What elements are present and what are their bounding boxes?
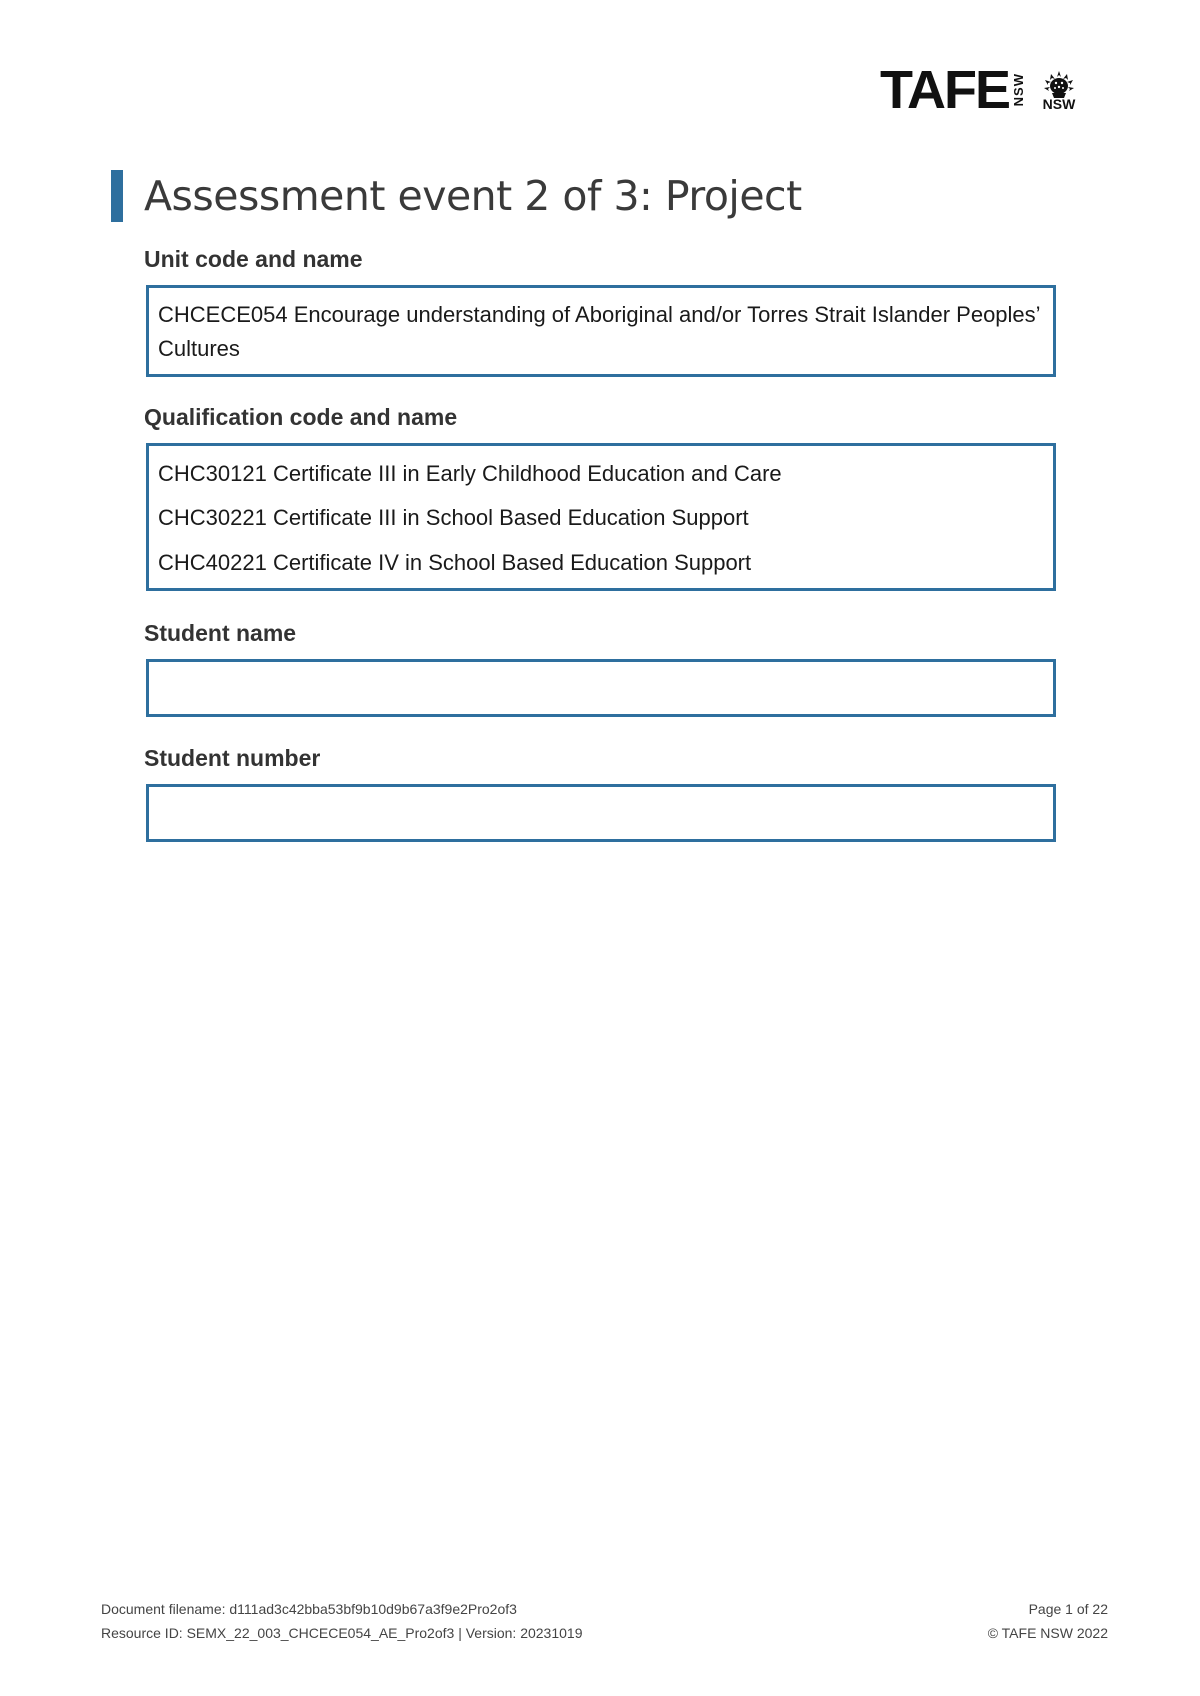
footer-copyright: © TAFE NSW 2022 [987,1625,1108,1641]
student-number-label: Student number [144,745,321,771]
waratah-icon [1040,69,1078,99]
logo-nsw-vertical-text: NSW [1010,73,1026,107]
title-accent-bar [111,170,123,222]
qualification-label: Qualification code and name [144,404,458,430]
footer-page-number: Page 1 of 22 [1028,1601,1108,1617]
student-number-field[interactable] [146,784,1056,842]
footer-resource-id: Resource ID: SEMX_22_003_CHCECE054_AE_Pro2of3 | Version: 20231019 [101,1625,583,1641]
footer-filename: Document filename: d111ad3c42bba53bf9b10d9b67a3f9e2Pro2of3 [101,1601,517,1617]
unit-value-line1: CHCECE054 Encourage understanding of Aboriginal and/or Torres Strait Islander Peoples’ [158,302,1041,327]
unit-value-line2: Cultures [158,336,240,361]
qualification-line: CHC30221 Certificate III in School Based Education Support [158,505,749,530]
qualification-line: CHC30121 Certificate III in Early Childhood Education and Care [158,461,782,486]
unit-label: Unit code and name [144,246,363,272]
student-name-label: Student name [144,620,297,646]
nsw-government-logo [1040,69,1078,111]
student-name-field[interactable] [146,659,1056,717]
qualification-line: CHC40221 Certificate IV in School Based Education Support [158,550,752,575]
tafe-nsw-logo [880,60,1078,120]
logo-nsw-government-text: NSW [1042,96,1076,112]
page-title: Assessment event 2 of 3: Project [144,172,802,220]
logo-tafe-text: TAFE [880,60,1009,120]
